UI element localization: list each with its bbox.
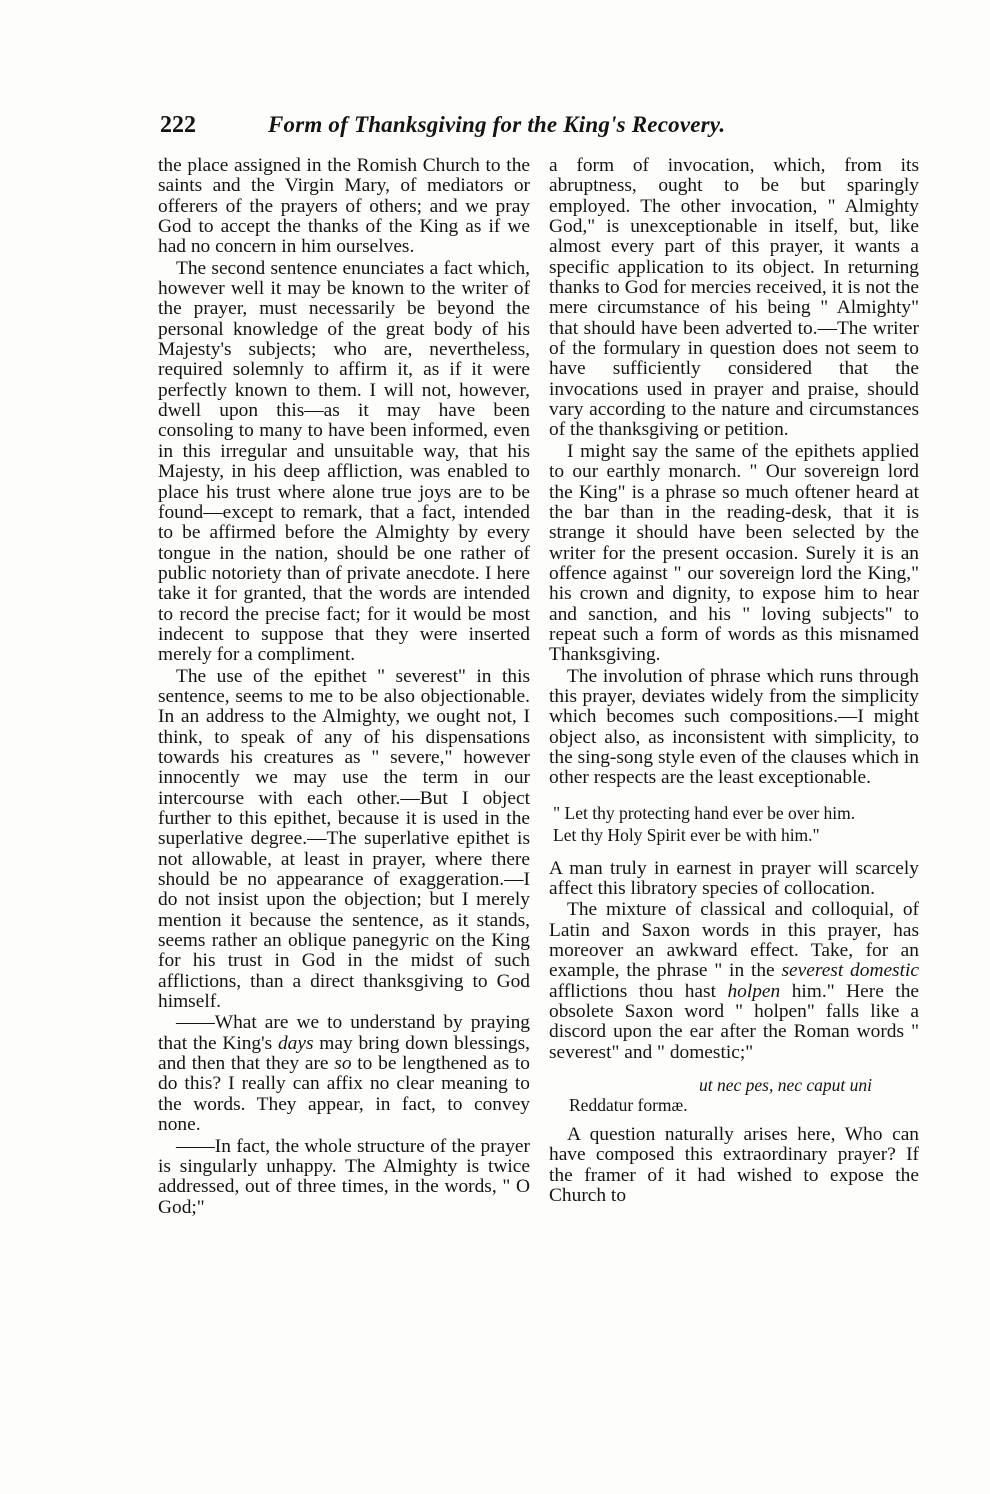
right-paragraph-3: The involution of phrase which runs through this prayer, deviates widely from the simplicity which becomes such compositions.—I might object also, as inconsistent with simplicity, to the sing-song style even of the clauses which in other respects are the least exceptionable. [549,665,919,789]
left-paragraph-4 [158,1013,530,1135]
left-paragraph-5: ——In fact, the whole structure of the prayer is singularly unhappy. The Almighty is twice addressed, out of three times, in the words, " O God;" [158,1135,530,1218]
running-title: Form of Thanksgiving for the King's Recovery. [268,112,726,137]
right-p5-italic-severest: severest domestic [781,960,919,982]
left-column [158,156,530,1218]
running-head [160,112,900,144]
left-p4-text-b: may bring down blessings, and then that they are [158,1032,530,1075]
left-p4-text-a: ——What are we to understand by praying that the King's [158,1012,530,1054]
right-p5-text-b: afflictions thou hast [549,980,728,1002]
latin-line-2: Reddatur formæ. [569,1095,688,1116]
latin-quote [549,1075,919,1115]
left-p4-italic-days: days [277,1032,314,1054]
right-paragraph-5 [549,900,919,1063]
quote-line-1: " Let thy protecting hand ever be over him. [553,802,856,823]
left-p4-text-c: to be lengthened as to do this? I really can affix no clear meaning to the words. They appear, in fact, to convey none. [158,1053,530,1136]
left-paragraph-3: The use of the epithet " severest" in this sentence, seems to me to be also objectionable. In an address to the Almighty, we ought not, I think, to speak of any of his dispensations towards his creatures as " severe," however innocently we may use the term in our intercourse with each other.—But I object further to this epithet, because it is used in the superlative degree.—The superlative epithet is not allowable, at least in prayer, where there should be no appearance of exaggeration.—I do not insist upon the objection; but I merely mention it because the sentence, as it stands, seems rather an oblique panegyric on the King for his trust in God in the midst of such afflictions, than a direct thanksgiving to God himself. [158,665,530,1013]
page-number: 222 [160,112,196,138]
quote-line-2: Let thy Holy Spirit ever be with him." [553,824,820,845]
left-p4-italic-so: so [334,1053,352,1075]
right-paragraph-6: A question naturally arises here, Who can have composed this extraordinary prayer? If the framer of it had wished to expose the Church to [549,1124,919,1207]
latin-line-1: ut nec pes, nec caput uni [699,1075,873,1096]
block-quote [549,803,919,845]
right-p5-text-c: him." Here the obsolete Saxon word " holpen" falls like a discord upon the ear after the Roman words " severest" and " domestic;" [549,980,919,1063]
left-paragraph-2: The second sentence enunciates a fact which, however well it may be known to the writer of the prayer, must necessarily be beyond the personal knowledge of the great body of his Majesty's subjects; who are, nevertheless, required solemnly to affirm it, as if it were perfectly known to them. I will not, however, dwell upon this—as it may have been consoling to many to have been informed, even in this irregular and unsuitable way, that his Majesty, in his deep affliction, was enabled to place his trust where alone true joys are to be found—except to remark, that a fact, intended to be affirmed before the Almighty by every tongue in the nation, should be one rather of public notoriety than of private anecdote. I here take it for granted, that the words are intended to record the precise fact; for it would be most indecent to suppose that they were inserted merely for a compliment. [158,257,530,666]
right-column [549,156,919,1206]
right-p5-text-a: The mixture of classical and colloquial, of Latin and Saxon words in this prayer, has moreover an awkward effect. Take, for an example, the phrase " in the [549,899,919,982]
right-p5-italic-holpen: holpen [727,980,781,1002]
left-paragraph-1: the place assigned in the Romish Church to the saints and the Virgin Mary, of mediators or offerers of the prayers of others; and we pray God to accept the thanks of the King as if we had no concern in him ourselves. [158,155,530,258]
right-paragraph-1: a form of invocation, which, from its abruptness, ought to be but sparingly employed. The other invocation, " Almighty God," is unexceptionable in itself, but, like almost every part of this prayer, it wants a specific application to its object. In returning thanks to God for mercies received, it is not the mere circumstance of his being " Almighty" that should have been adverted to.—The writer of the formulary in question does not seem to have sufficiently considered that the invocations used in prayer and praise, should vary according to the nature and circumstances of the thanksgiving or petition. [549,155,919,441]
right-paragraph-2: I might say the same of the epithets applied to our earthly monarch. " Our sovereign lord the King" is a phrase so much oftener heard at the bar than in the reading-desk, that it is strange it should have been selected by the writer for the present occasion. Surely it is an offence against " our sovereign lord the King," his crown and dignity, to expose him to hear and sanction, and his " loving subjects" to repeat such a form of words as this misnamed Thanksgiving. [549,440,919,666]
right-paragraph-4: A man truly in earnest in prayer will scarcely affect this libratory species of collocation. [549,857,919,899]
